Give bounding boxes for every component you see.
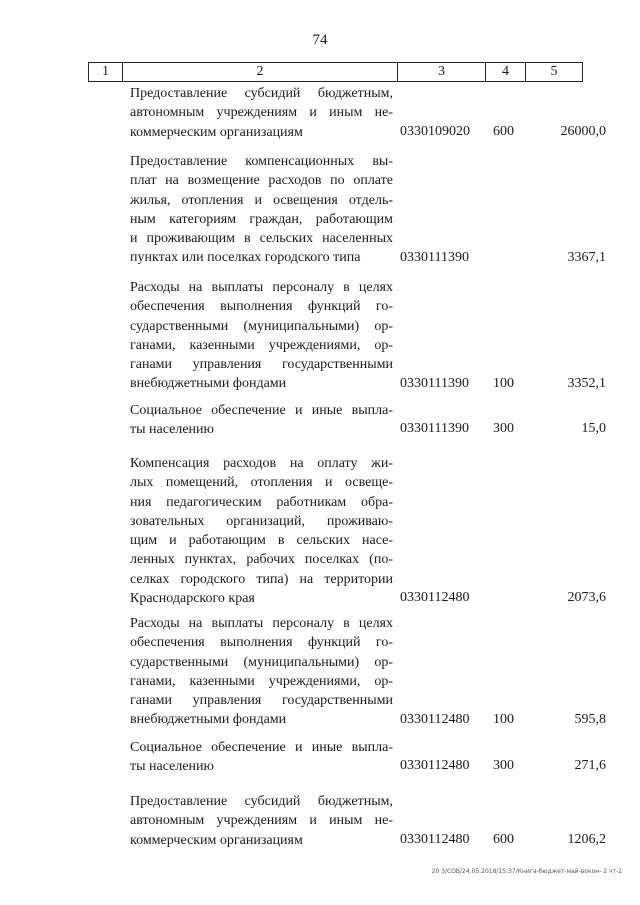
description-line: пунктах или поселках городского типа [130, 250, 361, 266]
header-col-4: 4 [486, 63, 526, 81]
row-description [130, 738, 393, 777]
description-line: селках городского типа) на территории [130, 571, 393, 587]
description-line: ным категориям граждан, работающим [130, 211, 393, 227]
description-line: коммерческим организациям [130, 832, 303, 848]
description-line: ния педагогическим работникам обра- [130, 494, 393, 510]
description-line: ты населению [130, 759, 214, 775]
description-line: Предоставление компенсационных вы- [130, 154, 393, 169]
amount: 2073,6 [567, 590, 606, 606]
description-line: обеспечения выполнения функций го- [130, 635, 393, 651]
amount: 3352,1 [567, 375, 606, 391]
description-line: обеспечения выполнения функций го- [130, 299, 393, 315]
description-line: Предоставление субсидий бюджетным, [130, 86, 393, 101]
expense-type: 300 [493, 421, 514, 437]
row-description [130, 401, 393, 440]
description-line: Социальное обеспечение и иные выпла- [130, 740, 393, 755]
description-line: ганами управления государственными [130, 357, 393, 373]
header-col-5: 5 [550, 64, 558, 79]
target-code: 0330112480 [400, 590, 470, 606]
description-line: плат на возмещение расходов по оплате [130, 173, 393, 189]
page-number: 74 [312, 32, 328, 48]
description-line: ганами, казенными учреждениями, ор- [130, 337, 393, 353]
header-col-1: 1 [89, 63, 123, 81]
document-footer: 20 3/СОВ/24.05.2018/15:37/Книга-бюджет-май-вокон- 2 чт-2 [431, 868, 622, 875]
amount: 1206,2 [567, 831, 606, 847]
description-line: автономным учреждениям и иным не- [130, 813, 393, 829]
description-line: ленных пунктах, рабочих поселках (по- [130, 552, 393, 568]
amount: 26000,0 [560, 123, 606, 139]
description-line: ганами, казенными учреждениями, ор- [130, 673, 393, 689]
target-code: 0330111390 [400, 249, 469, 265]
row-description [130, 278, 393, 394]
description-line: коммерческим организациям [130, 124, 303, 140]
expense-type: 100 [493, 711, 514, 727]
target-code: 0330111390 [400, 375, 469, 391]
row-description [130, 152, 393, 268]
row-description [130, 792, 393, 850]
amount: 3367,1 [567, 249, 606, 265]
description-line: внебюджетными фондами [130, 376, 287, 392]
description-line: автономным учреждениям и иным не- [130, 105, 393, 121]
description-line: Компенсация расходов на оплату жи- [130, 456, 393, 471]
amount: 15,0 [581, 421, 606, 437]
description-line: сударственными (муниципальными) ор- [130, 654, 393, 670]
description-line: внебюджетными фондами [130, 712, 287, 728]
description-line: и проживающим в сельских населенных [130, 231, 393, 247]
expense-type: 300 [493, 758, 514, 774]
target-code: 0330111390 [400, 421, 469, 437]
target-code: 0330112480 [400, 711, 470, 727]
header-col-2: 2 [123, 63, 398, 81]
amount: 271,6 [574, 758, 606, 774]
description-line: зовательных организаций, проживаю- [130, 513, 393, 529]
expense-type: 600 [493, 831, 514, 847]
row-description [130, 454, 393, 608]
description-line: лых помещений, отопления и освеще- [130, 475, 393, 491]
table-header [88, 62, 583, 82]
header-col-3: 3 [398, 63, 486, 81]
description-line: щим и работающим в сельских насе- [130, 533, 393, 549]
description-line: Краснодарского края [130, 591, 255, 607]
description-line: Расходы на выплаты персоналу в целях [130, 616, 393, 631]
expense-type: 100 [493, 375, 514, 391]
row-description [130, 84, 393, 142]
target-code: 0330109020 [400, 123, 470, 139]
description-line: жилья, отопления и освещения отдель- [130, 192, 393, 208]
description-line: ганами управления государственными [130, 693, 393, 709]
target-code: 0330112480 [400, 831, 470, 847]
expense-type: 600 [493, 123, 514, 139]
description-line: Расходы на выплаты персоналу в целях [130, 280, 393, 295]
description-line: Предоставление субсидий бюджетным, [130, 794, 393, 809]
description-line: ты населению [130, 422, 214, 438]
description-line: Социальное обеспечение и иные выпла- [130, 403, 393, 418]
amount: 595,8 [574, 711, 606, 727]
description-line: сударственными (муниципальными) ор- [130, 318, 393, 334]
target-code: 0330112480 [400, 758, 470, 774]
row-description [130, 614, 393, 730]
